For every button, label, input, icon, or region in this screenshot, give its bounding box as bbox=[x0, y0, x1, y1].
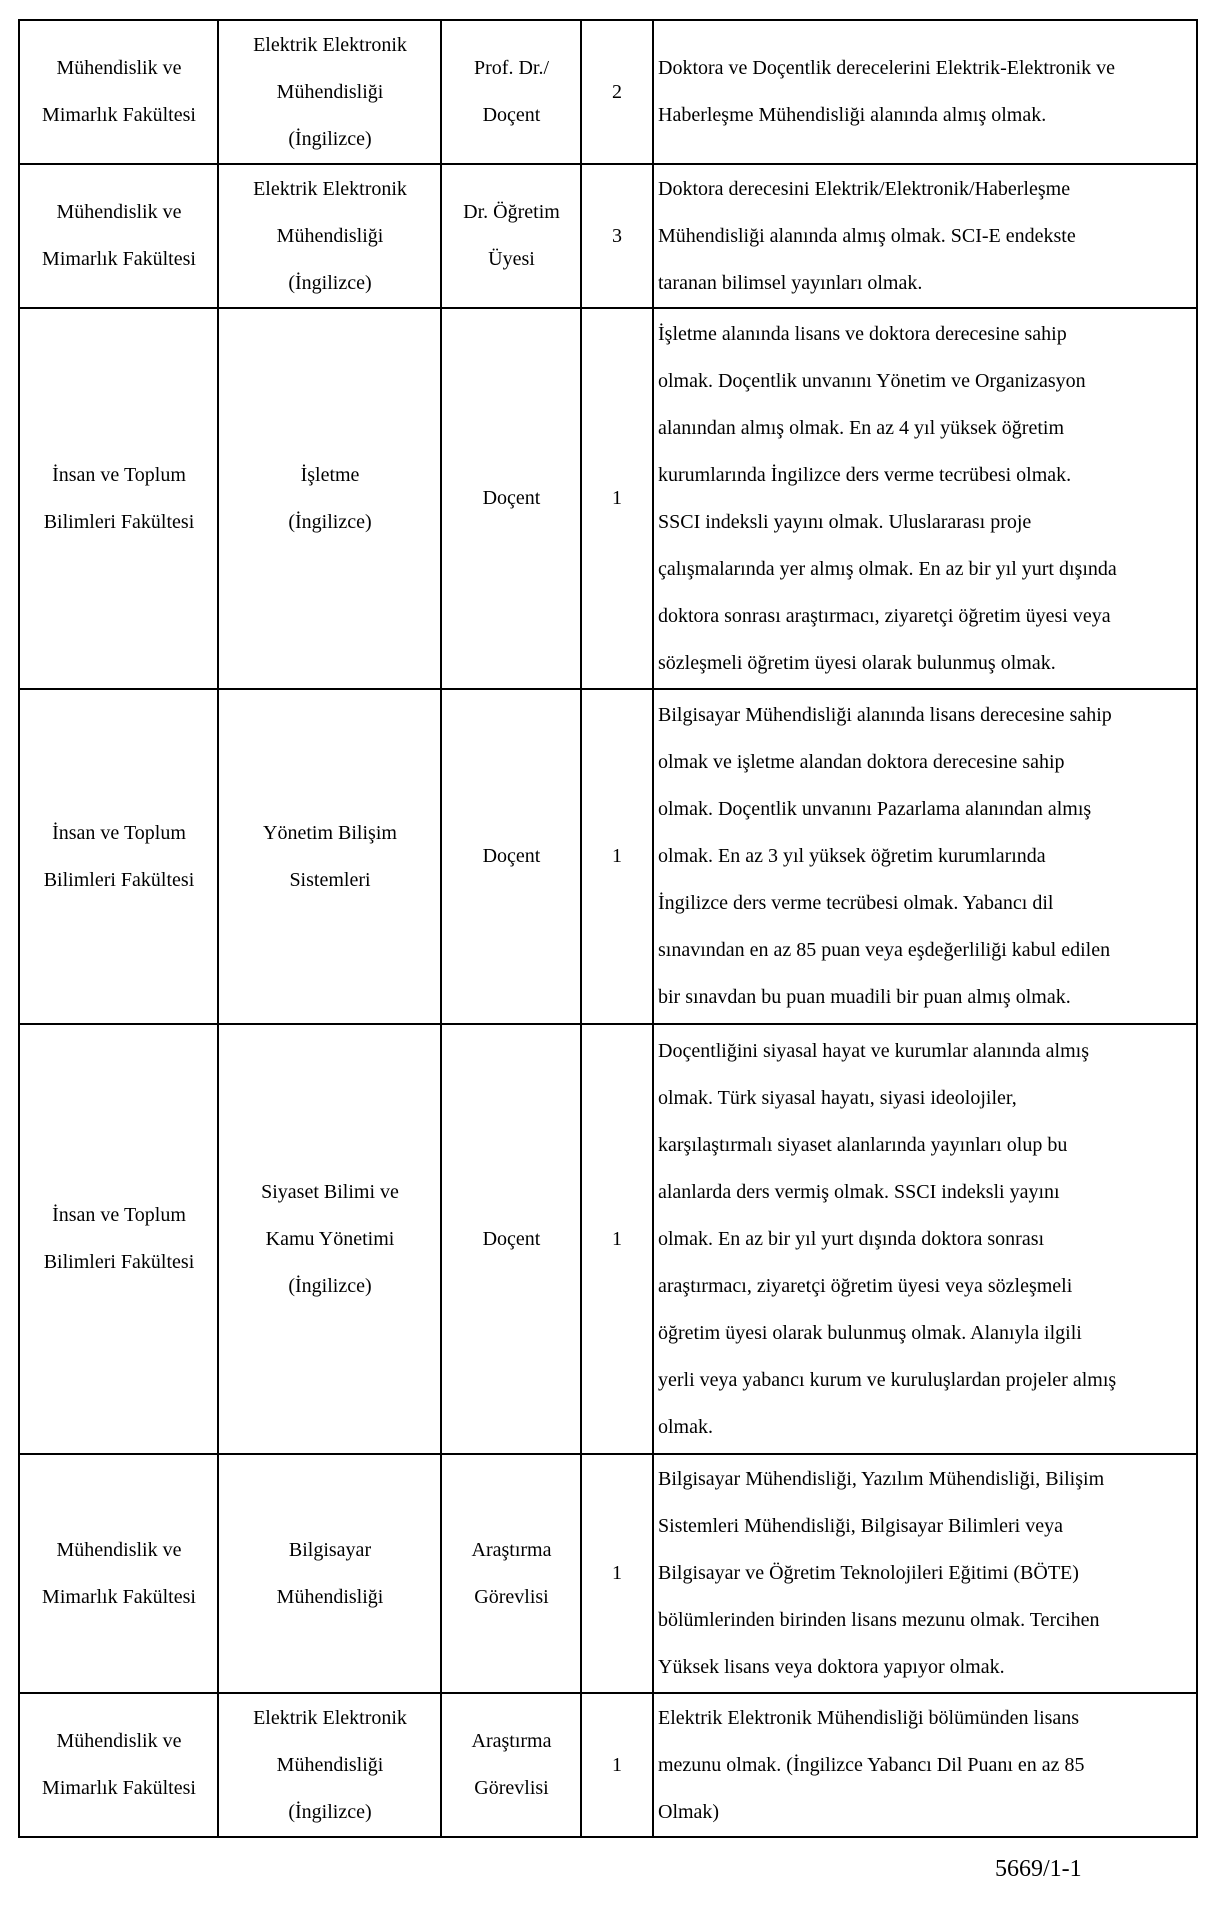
title-cell: Prof. Dr./ Doçent bbox=[441, 20, 581, 164]
count-cell: 1 bbox=[581, 308, 653, 689]
title-cell: Doçent bbox=[441, 308, 581, 689]
department-cell: Bilgisayar Mühendisliği bbox=[218, 1454, 441, 1693]
faculty-cell: Mühendislik ve Mimarlık Fakültesi bbox=[19, 1693, 218, 1837]
faculty-cell: İnsan ve Toplum Bilimleri Fakültesi bbox=[19, 1024, 218, 1454]
faculty-cell: Mühendislik ve Mimarlık Fakültesi bbox=[19, 1454, 218, 1693]
department-cell: Elektrik Elektronik Mühendisliği (İngilizce) bbox=[218, 20, 441, 164]
document-number: 5669/1-1 bbox=[995, 1856, 1082, 1882]
count-cell: 1 bbox=[581, 1693, 653, 1837]
requirements-cell: Doçentliğini siyasal hayat ve kurumlar alanında almış olmak. Türk siyasal hayatı, siyasi ideolojiler, karşılaştırmalı siyaset alanlarında yayınları olup bu alanlarda ders vermiş olmak. SSCI indeksli yayını olmak. En az bir yıl yurt dışında doktora sonrası araştırmacı, ziyaretçi öğretim üyesi veya sözleşmeli öğretim üyesi olarak bulunmuş olmak. Alanıyla ilgili yerli veya yabancı kurum ve kuruluşlardan projeler almış olmak. bbox=[653, 1024, 1197, 1454]
table-row bbox=[19, 164, 1197, 308]
faculty-cell: Mühendislik ve Mimarlık Fakültesi bbox=[19, 164, 218, 308]
department-cell: Siyaset Bilimi ve Kamu Yönetimi (İngilizce) bbox=[218, 1024, 441, 1454]
table-row bbox=[19, 20, 1197, 164]
requirements-cell: Bilgisayar Mühendisliği, Yazılım Mühendisliği, Bilişim Sistemleri Mühendisliği, Bilgisayar Bilimleri veya Bilgisayar ve Öğretim Teknolojileri Eğitimi (BÖTE) bölümlerinden birinden lisans mezunu olmak. Tercihen Yüksek lisans veya doktora yapıyor olmak. bbox=[653, 1454, 1197, 1693]
department-cell: İşletme (İngilizce) bbox=[218, 308, 441, 689]
requirements-cell: Doktora derecesini Elektrik/Elektronik/Haberleşme Mühendisliği alanında almış olmak. SCI-E endekste taranan bilimsel yayınları olmak. bbox=[653, 164, 1197, 308]
table-row bbox=[19, 1454, 1197, 1693]
faculty-cell: İnsan ve Toplum Bilimleri Fakültesi bbox=[19, 308, 218, 689]
requirements-cell: Doktora ve Doçentlik derecelerini Elektrik-Elektronik ve Haberleşme Mühendisliği alanında almış olmak. bbox=[653, 20, 1197, 164]
department-cell: Elektrik Elektronik Mühendisliği (İngilizce) bbox=[218, 1693, 441, 1837]
requirements-cell: İşletme alanında lisans ve doktora derecesine sahip olmak. Doçentlik unvanını Yönetim ve Organizasyon alanından almış olmak. En az 4 yıl yüksek öğretim kurumlarında İngilizce ders verme tecrübesi olmak. SSCI indeksli yayını olmak. Uluslararası proje çalışmalarında yer almış olmak. En az bir yıl yurt dışında doktora sonrası araştırmacı, ziyaretçi öğretim üyesi veya sözleşmeli öğretim üyesi olarak bulunmuş olmak. bbox=[653, 308, 1197, 689]
department-cell: Yönetim Bilişim Sistemleri bbox=[218, 689, 441, 1024]
table-row bbox=[19, 1024, 1197, 1454]
count-cell: 1 bbox=[581, 1454, 653, 1693]
title-cell: Dr. Öğretim Üyesi bbox=[441, 164, 581, 308]
table-row bbox=[19, 308, 1197, 689]
faculty-cell: İnsan ve Toplum Bilimleri Fakültesi bbox=[19, 689, 218, 1024]
title-cell: Doçent bbox=[441, 1024, 581, 1454]
count-cell: 1 bbox=[581, 1024, 653, 1454]
positions-table bbox=[18, 19, 1198, 1838]
count-cell: 2 bbox=[581, 20, 653, 164]
count-cell: 3 bbox=[581, 164, 653, 308]
table-row bbox=[19, 1693, 1197, 1837]
count-cell: 1 bbox=[581, 689, 653, 1024]
department-cell: Elektrik Elektronik Mühendisliği (İngilizce) bbox=[218, 164, 441, 308]
requirements-cell: Bilgisayar Mühendisliği alanında lisans derecesine sahip olmak ve işletme alandan doktora derecesine sahip olmak. Doçentlik unvanını Pazarlama alanından almış olmak. En az 3 yıl yüksek öğretim kurumlarında İngilizce ders verme tecrübesi olmak. Yabancı dil sınavından en az 85 puan veya eşdeğerliliği kabul edilen bir sınavdan bu puan muadili bir puan almış olmak. bbox=[653, 689, 1197, 1024]
faculty-cell: Mühendislik ve Mimarlık Fakültesi bbox=[19, 20, 218, 164]
requirements-cell: Elektrik Elektronik Mühendisliği bölümünden lisans mezunu olmak. (İngilizce Yabancı Dil Puanı en az 85 Olmak) bbox=[653, 1693, 1197, 1837]
table-row bbox=[19, 689, 1197, 1024]
title-cell: Araştırma Görevlisi bbox=[441, 1454, 581, 1693]
title-cell: Araştırma Görevlisi bbox=[441, 1693, 581, 1837]
title-cell: Doçent bbox=[441, 689, 581, 1024]
